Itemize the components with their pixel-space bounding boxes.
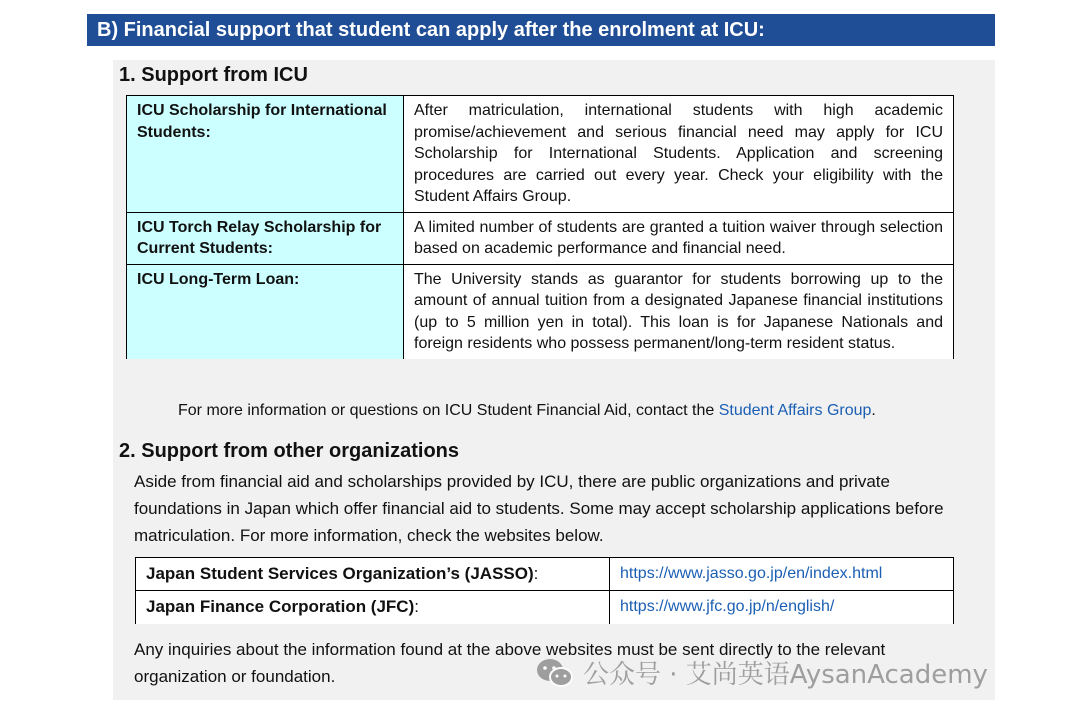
support-description: After matriculation, international students with high academic promise/achievement and serious financial need may apply for ICU Scholarship for International Students. Application and screening procedures are carried out every year. Check your eligibility with the Student Affairs Group.	[404, 96, 954, 213]
organizations-table	[135, 557, 954, 624]
table-row	[136, 591, 954, 624]
contact-end: .	[871, 402, 876, 419]
watermark	[535, 654, 988, 691]
org-colon: :	[533, 564, 539, 583]
contact-line	[178, 402, 876, 420]
support-description: The University stands as guarantor for students borrowing up to the amount of annual tuition from a designated Japanese financial institutions (up to 5 million yen in total). This loan is for Japanese Nationals and foreign residents who possess permanent/long-term resident status.	[404, 264, 954, 359]
jasso-link[interactable]: https://www.jasso.go.jp/en/index.html	[620, 565, 883, 582]
section-header: B) Financial support that student can apply after the enrolment at ICU:	[87, 14, 995, 46]
table-row	[136, 558, 954, 591]
section2-intro: Aside from financial aid and scholarships provided by ICU, there are public organizations and private foundations in Japan which offer financial aid to students. Some may accept scholarship applications before matriculation. For more information, check the websites below.	[134, 472, 944, 545]
support-label: ICU Long-Term Loan:	[127, 264, 404, 359]
section2-title: 2. Support from other organizations	[119, 440, 460, 462]
student-affairs-link[interactable]: Student Affairs Group	[718, 402, 872, 419]
table-row	[127, 96, 954, 213]
support-description: A limited number of students are granted a tuition waiver through selection based on academic performance and financial need.	[404, 212, 954, 264]
table-row	[127, 212, 954, 264]
section1-title: 1. Support from ICU	[119, 64, 308, 86]
wechat-icon	[535, 657, 575, 689]
jfc-link[interactable]: https://www.jfc.go.jp/n/english/	[620, 598, 835, 616]
org-name: Japan Student Services Organization’s (JASSO)	[146, 564, 534, 583]
org-name: Japan Finance Corporation (JFC)	[146, 597, 415, 617]
inquiries-note: Any inquiries about the information found at the above websites must be sent directly to the relevant organization or foundation.	[134, 640, 886, 686]
org-colon: :	[414, 597, 419, 617]
icu-support-table	[126, 95, 954, 359]
table-row	[127, 264, 954, 359]
support-label: ICU Torch Relay Scholarship for Current Students:	[127, 212, 404, 264]
watermark-text: 公众号 · 艾尚英语AysanAcademy	[583, 660, 988, 690]
contact-text: For more information or questions on ICU Student Financial Aid, contact the	[178, 402, 719, 419]
support-label: ICU Scholarship for International Students:	[127, 96, 404, 213]
